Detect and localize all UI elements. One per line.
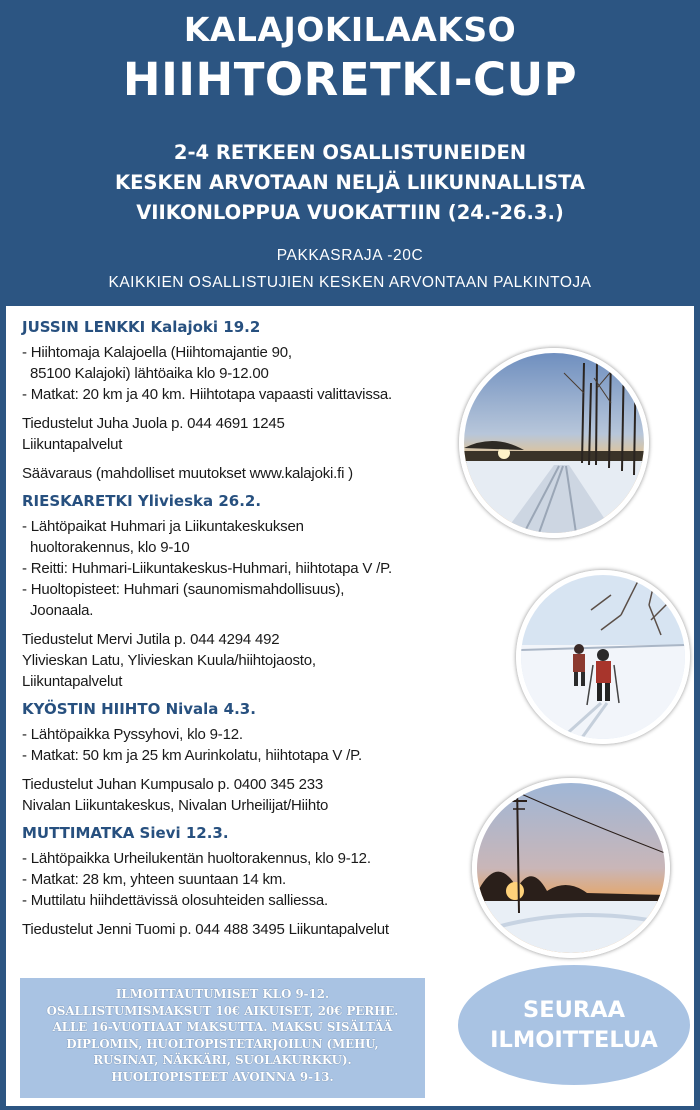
- skiers-photo: [516, 570, 690, 744]
- event-jussin-lenkki: [22, 316, 482, 484]
- info-line: ILMOITTAUTUMISET KLO 9-12.: [115, 987, 330, 1001]
- event-detail: - Lähtöpaikka Urheilukentän huoltorakennus, klo 9-12.: [22, 850, 371, 867]
- event-list: [22, 314, 482, 946]
- event-contact: Liikuntapalvelut: [22, 673, 123, 690]
- subheading-line: KESKEN ARVOTAAN NELJÄ LIIKUNNALLISTA: [114, 171, 586, 194]
- event-detail: 85100 Kalajoki) lähtöaika klo 9-12.00: [30, 365, 269, 382]
- content-panel: [6, 306, 694, 1106]
- event-contact: Liikuntapalvelut: [22, 436, 123, 453]
- event-detail: - Matkat: 20 km ja 40 km. Hiihtotapa vapaasti valittavissa.: [22, 386, 393, 403]
- event-detail: - Matkat: 50 km ja 25 km Aurinkolatu, hiihtotapa V /P.: [22, 747, 362, 764]
- brand-title: KALAJOKILAAKSO: [183, 10, 517, 49]
- sunset-field-photo: [472, 778, 670, 958]
- info-line: DIPLOMIN, HUOLTOPISTETARJOILUN (MEHU,: [66, 1036, 379, 1051]
- event-contact: Tiedustelut Jenni Tuomi p. 044 488 3495 Liikuntapalvelut: [22, 921, 389, 938]
- event-detail: - Matkat: 28 km, yhteen suuntaan 14 km.: [22, 871, 287, 888]
- event-contact: Nivalan Liikuntakeskus, Nivalan Urheilijat/Hiihto: [22, 797, 329, 814]
- event-detail: - Lähtöpaikat Huhmari ja Liikuntakeskuksen: [22, 518, 304, 535]
- badge-line: ILMOITTELUA: [490, 1027, 658, 1053]
- ski-track-sunset-photo: [459, 348, 649, 538]
- event-series-title: HIIHTORETKI-CUP: [122, 53, 578, 106]
- follow-announcements-badge: [458, 965, 690, 1085]
- event-kyostin-hiihto: [22, 698, 482, 816]
- event-contact: Tiedustelut Juha Juola p. 044 4691 1245: [22, 415, 285, 432]
- registration-info-box: [20, 978, 425, 1098]
- event-muttimatka: [22, 822, 482, 940]
- info-line: HUOLTOPISTEET AVOINNA 9-13.: [111, 1069, 334, 1084]
- event-detail: - Huoltopisteet: Huhmari (saunomismahdollisuus),: [22, 581, 345, 598]
- info-line: ALLE 16-VUOTIAAT MAKSUTTA. MAKSU SISÄLTÄÄ: [52, 1020, 393, 1034]
- info-line: RUSINAT, NÄKKÄRI, SUOLAKURKKU).: [93, 1053, 352, 1067]
- event-contact: Tiedustelut Mervi Jutila p. 044 4294 492: [22, 631, 280, 648]
- event-detail: - Muttilatu hiihdettävissä olosuhteiden salliessa.: [22, 892, 329, 909]
- prize-draw-note: KAIKKIEN OSALLISTUJIEN KESKEN ARVONTAAN PALKINTOJA: [108, 274, 592, 291]
- event-title: MUTTIMATKA Sievi 12.3.: [22, 824, 229, 842]
- event-contact: Tiedustelut Juhan Kumpusalo p. 0400 345 233: [22, 776, 324, 793]
- event-detail: Joonaala.: [30, 602, 94, 619]
- event-detail: - Lähtöpaikka Pyssyhovi, klo 9-12.: [22, 726, 243, 743]
- event-title: KYÖSTIN HIIHTO Nivala 4.3.: [22, 700, 256, 718]
- event-rieskaretki: [22, 490, 482, 692]
- event-detail: - Hiihtomaja Kalajoella (Hiihtomajantie 90,: [22, 344, 292, 361]
- event-title: RIESKARETKI Ylivieska 26.2.: [22, 492, 262, 510]
- event-title: JUSSIN LENKKI Kalajoki 19.2: [22, 318, 261, 336]
- header: [0, 0, 700, 300]
- frost-limit-note: PAKKASRAJA -20C: [276, 247, 424, 264]
- event-detail: - Reitti: Huhmari-Liikuntakeskus-Huhmari, hiihtotapa V /P.: [22, 560, 392, 577]
- subheading-line: VIIKONLOPPUA VUOKATTIIN (24.-26.3.): [136, 201, 564, 224]
- badge-line: SEURAA: [523, 997, 625, 1023]
- event-contact: Ylivieskan Latu, Ylivieskan Kuula/hiihtojaosto,: [22, 652, 316, 669]
- subheading-line: 2-4 RETKEEN OSALLISTUNEIDEN: [173, 141, 527, 164]
- weather-reservation-note: Säävaraus (mahdolliset muutokset www.kalajoki.fi ): [22, 465, 353, 482]
- info-line: OSALLISTUMISMAKSUT 10€ AIKUISET, 20€ PERHE.: [46, 1003, 399, 1018]
- prize-subheading: [0, 138, 700, 228]
- event-detail: huoltorakennus, klo 9-10: [30, 539, 190, 556]
